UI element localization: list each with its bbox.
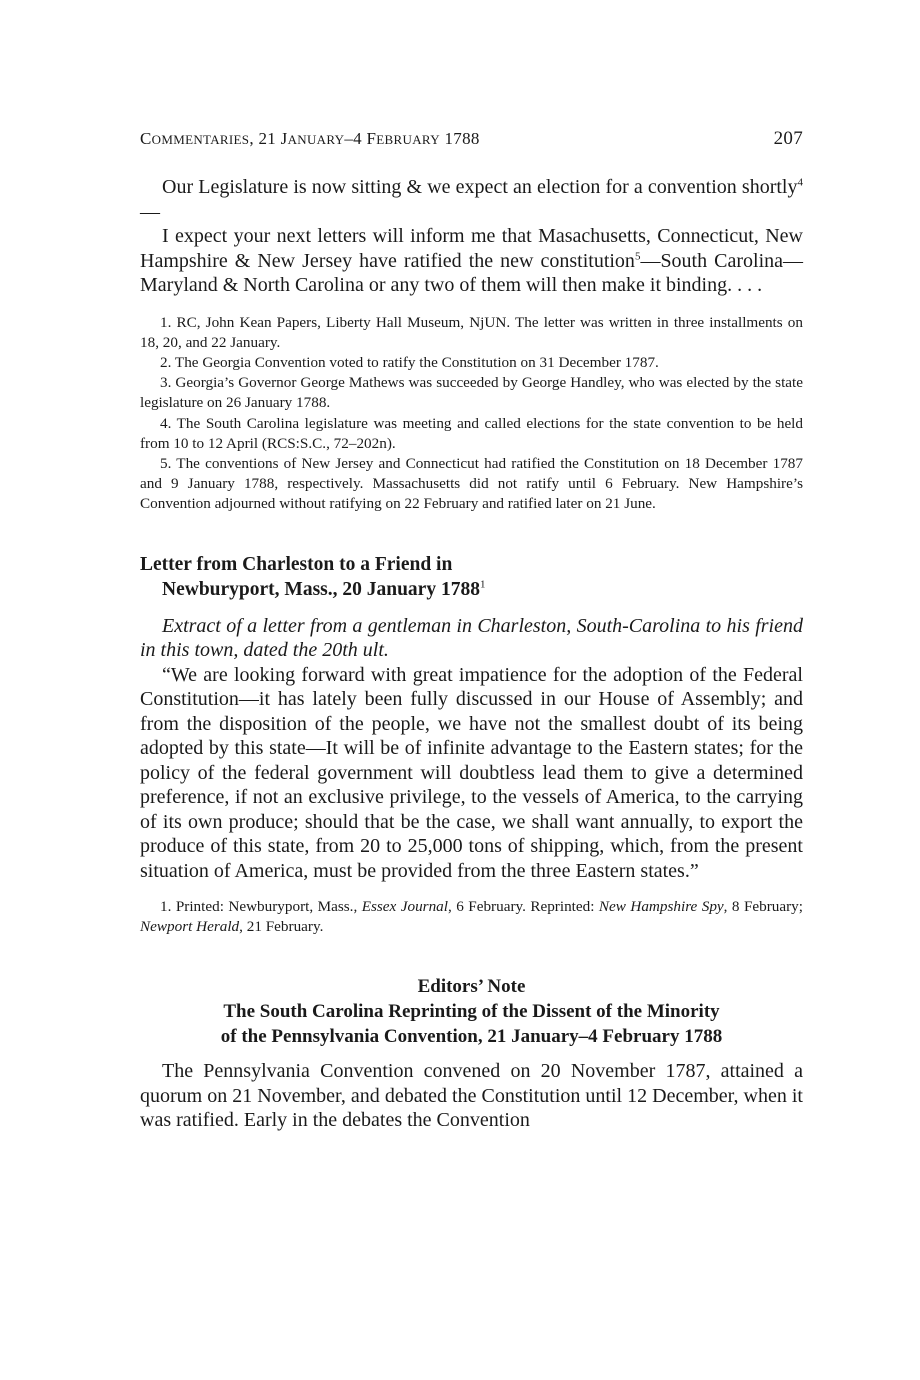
editors-note-heading — [140, 974, 803, 1049]
footnote: 5. The conventions of New Jersey and Connecticut had ratified the Constitution on 18 December 1787 and 9 January 1788, respectively. Massachusetts did not ratify until 6 February. New Hampshire’s Convention adjourned without ratifying on 22 February and ratified later on 21 June. — [140, 454, 803, 513]
heading-line: Newburyport, Mass., 20 January 1788$^1$ — [162, 578, 486, 600]
journal-title: Essex Journal — [361, 898, 448, 916]
running-head-title: COMMENTARIES, 21 JANUARY–4 FEBRUARY 1788 — [140, 129, 480, 148]
document-intro: Extract of a letter from a gentleman in Charleston, South-Carolina to his friend in this town, dated the 20th ult. — [140, 614, 803, 662]
footnote: 1. Printed: Newburyport, Mass., Essex Journal, 6 February. Reprinted: New Hampshire Spy, 8 February; Newport Herald, 21 February. — [140, 898, 803, 936]
heading-line: Letter from Charleston to a Friend in — [140, 553, 453, 575]
document-heading — [140, 552, 803, 602]
document-quote: “We are looking forward with great impatience for the adoption of the Federal Constitution—it has lately been fully discussed in our House of Assembly; and from the disposition of the people, we have not the smallest doubt of its being adopted by this state—It will be of infinite advantage to the Eastern states; for the policy of the federal government will doubtless lead them to give a determined preference, if not an exclusive privilege, to the vessels of America, to the carrying of its own produce; should that be the case, we shall want annually, to export the produce of this state, from 20 to 25,000 tons of shipping, which, from the present situation of America, must be provided from the three Eastern states.” — [140, 663, 803, 882]
footnotes — [140, 313, 803, 515]
letter-continuation — [140, 175, 803, 298]
editors-note-body: The Pennsylvania Convention convened on 20 November 1787, attained a quorum on 21 November, and debated the Constitution until 12 December, when it was ratified. Early in the debates the Convention — [140, 1060, 803, 1132]
footnote: 3. Georgia’s Governor George Mathews was succeeded by George Handley, who was elected by the state legislature on 26 January 1788. — [140, 374, 803, 412]
document-footnotes — [140, 897, 803, 937]
page-number: 207 — [773, 128, 803, 149]
letter-paragraph: Our Legislature is now sitting & we expect an election for a convention shortly$^4$— — [140, 176, 803, 223]
running-head — [140, 128, 803, 158]
editors-note-title: of the Pennsylvania Convention, 21 January–4 February 1788 — [220, 1026, 723, 1048]
footnote: 4. The South Carolina legislature was meeting and called elections for the state convention to be held from 10 to 12 April (RCS:S.C., 72–202n). — [140, 414, 803, 452]
footnote: 2. The Georgia Convention voted to ratify the Constitution on 31 December 1787. — [160, 353, 659, 371]
document-page — [140, 128, 803, 1133]
footnote-ref[interactable]: 1 — [479, 578, 486, 591]
footnote-ref[interactable]: 4 — [797, 176, 803, 189]
letter-paragraph: I expect your next letters will inform me that Masachusetts, Connecticut, New Hampshire & New Jersey have ratified the new constitution$^5$—South Carolina—Maryland & North Carolina or any two of them will then make it binding. . . . — [140, 225, 804, 296]
footnote: 1. RC, John Kean Papers, Liberty Hall Museum, NjUN. The letter was written in three installments on 18, 20, and 22 January. — [140, 313, 803, 351]
editors-note-title: The South Carolina Reprinting of the Dissent of the Minority — [223, 1001, 720, 1023]
journal-title: Newport Herald — [140, 918, 240, 936]
editors-note-label: Editors’ Note — [417, 976, 526, 998]
journal-title: New Hampshire Spy — [598, 898, 724, 916]
footnote-ref[interactable]: 5 — [634, 249, 641, 262]
